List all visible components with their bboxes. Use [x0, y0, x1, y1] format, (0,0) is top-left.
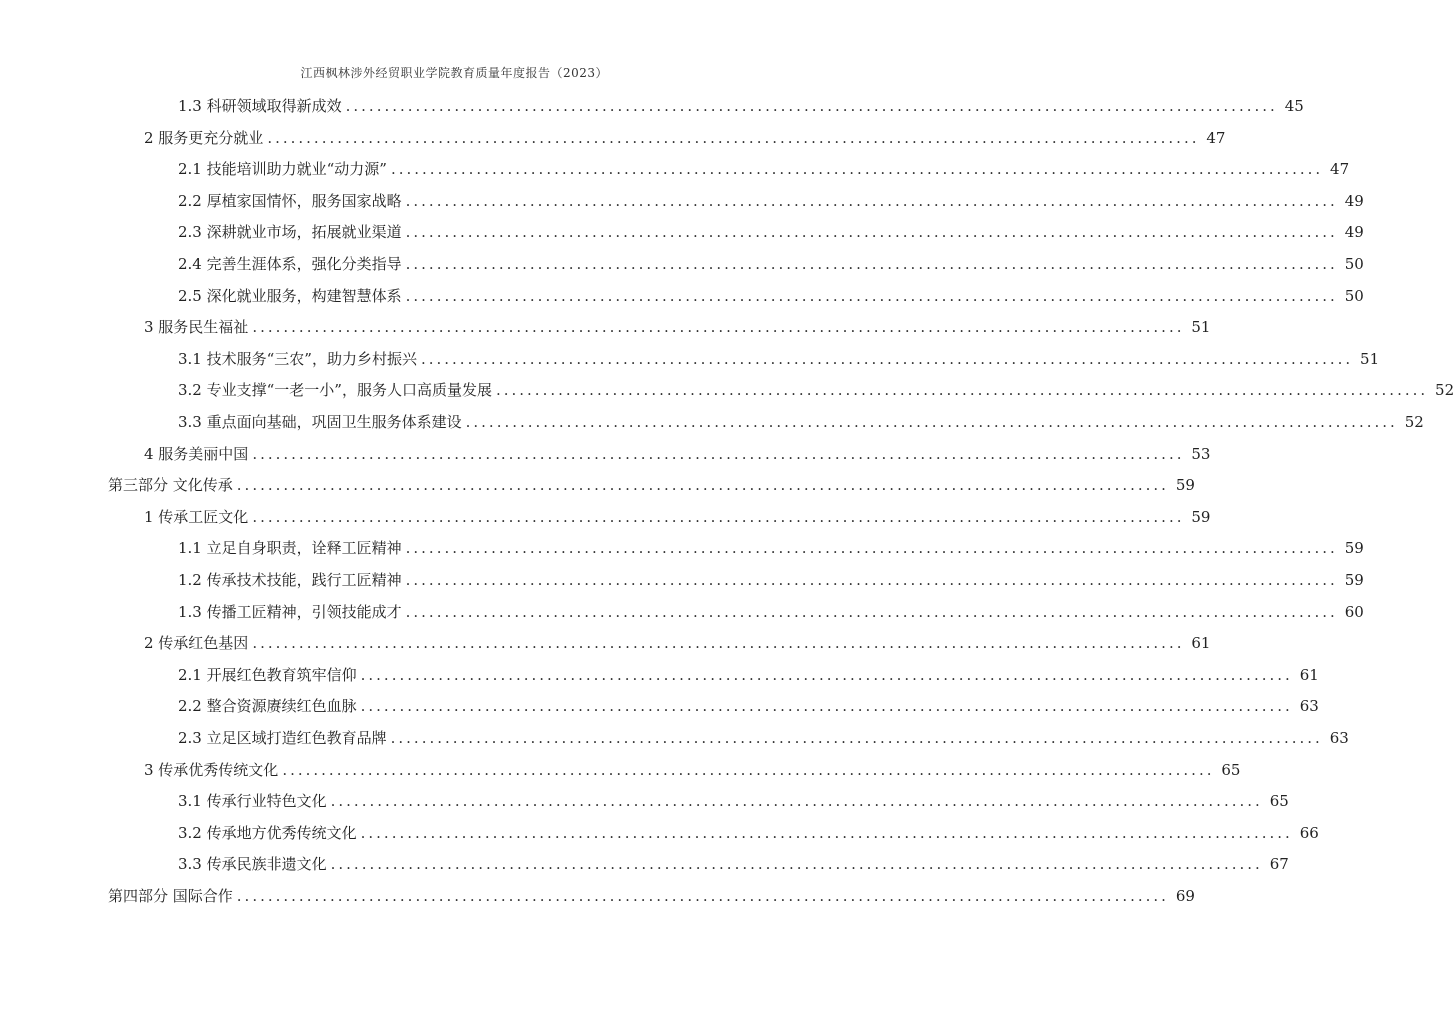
- toc-entry[interactable]: [178, 660, 1319, 690]
- toc-entry-title: 1 传承工匠文化: [144, 507, 249, 526]
- toc-entry-title: 3.1 传承行业特色文化: [178, 792, 327, 811]
- toc-entry[interactable]: [178, 849, 1289, 879]
- toc-entry-title: 1.1 立足自身职责，诠释工匠精神: [178, 539, 402, 558]
- toc-entry[interactable]: [178, 375, 1454, 405]
- toc-entry-page-number: 50: [1344, 286, 1364, 305]
- dot-leader: ........................................................................................................................: [360, 697, 1293, 716]
- dot-leader: ........................................................................................................................: [405, 571, 1338, 589]
- toc-entry[interactable]: [178, 154, 1350, 184]
- dot-leader: ........................................................................................................................: [330, 792, 1263, 811]
- toc-entry-title: 1.3 传播工匠精神，引领技能成才: [178, 602, 402, 621]
- toc-entry-title: 3 传承优秀传统文化: [144, 760, 279, 779]
- toc-entry[interactable]: [178, 281, 1364, 311]
- dot-leader: ........................................................................................................................: [465, 413, 1398, 431]
- toc-entry-title: 3.3 传承民族非遗文化: [178, 855, 327, 874]
- toc-entry-page-number: 61: [1299, 665, 1319, 684]
- dot-leader: ........................................................................................................................: [345, 97, 1278, 115]
- toc-entry-page-number: 69: [1175, 887, 1195, 905]
- toc-entry-title: 2.5 深化就业服务，构建智慧体系: [178, 286, 402, 305]
- toc-entry[interactable]: [144, 439, 1211, 469]
- toc-entry[interactable]: [178, 186, 1364, 216]
- toc-entry-page-number: 47: [1206, 128, 1226, 147]
- toc-entry[interactable]: [108, 470, 1195, 500]
- toc-entry-title: 1.3 科研领域取得新成效: [178, 97, 342, 115]
- toc-entry-page-number: 59: [1175, 476, 1195, 495]
- toc-entry-page-number: 50: [1344, 255, 1364, 273]
- toc-entry-page-number: 49: [1344, 191, 1364, 210]
- dot-leader: ........................................................................................................................: [252, 444, 1185, 463]
- toc-entry-title: 2.4 完善生涯体系，强化分类指导: [178, 255, 402, 273]
- toc-entry-page-number: 49: [1344, 223, 1364, 242]
- toc-entry-title: 第三部分 文化传承: [108, 476, 233, 495]
- dot-leader: ........................................................................................................................: [405, 602, 1338, 621]
- toc-entry-title: 3.2 专业支撑“一老一小”，服务人口高质量发展: [178, 381, 492, 400]
- dot-leader: ........................................................................................................................: [236, 887, 1169, 905]
- dot-leader: ........................................................................................................................: [405, 191, 1338, 210]
- toc-entry-title: 1.2 传承技术技能，践行工匠精神: [178, 571, 402, 589]
- dot-leader: ........................................................................................................................: [252, 634, 1185, 653]
- dot-leader: ........................................................................................................................: [390, 729, 1323, 747]
- toc-entry[interactable]: [178, 533, 1364, 563]
- toc-entry-page-number: 67: [1269, 855, 1289, 874]
- toc-entry[interactable]: [144, 502, 1211, 532]
- dot-leader: ........................................................................................................................: [252, 507, 1185, 526]
- toc-entry[interactable]: [144, 628, 1211, 658]
- toc-entry[interactable]: [108, 881, 1195, 911]
- toc-entry[interactable]: [178, 407, 1424, 437]
- toc-entry-page-number: 59: [1191, 507, 1211, 526]
- toc-entry-title: 3.2 传承地方优秀传统文化: [178, 823, 357, 842]
- dot-leader: ........................................................................................................................: [405, 539, 1338, 558]
- dot-leader: ........................................................................................................................: [236, 476, 1169, 495]
- toc-entry-title: 2.1 技能培训助力就业“动力源”: [178, 160, 387, 179]
- toc-entry-page-number: 66: [1299, 823, 1319, 842]
- toc-entry-page-number: 61: [1191, 634, 1211, 653]
- toc-entry-page-number: 63: [1329, 729, 1349, 747]
- dot-leader: ........................................................................................................................: [390, 160, 1324, 179]
- dot-leader: ........................................................................................................................: [267, 128, 1200, 147]
- toc-entry-title: 第四部分 国际合作: [108, 887, 233, 905]
- dot-leader: ........................................................................................................................: [495, 381, 1429, 400]
- dot-leader: ........................................................................................................................: [252, 318, 1185, 337]
- dot-leader: ........................................................................................................................: [420, 349, 1354, 368]
- toc-entry-title: 2.1 开展红色教育筑牢信仰: [178, 665, 357, 684]
- toc-entry-page-number: 51: [1191, 318, 1211, 337]
- toc-entry-title: 3.3 重点面向基础，巩固卫生服务体系建设: [178, 413, 462, 431]
- toc-entry-title: 2.2 厚植家国情怀，服务国家战略: [178, 191, 402, 210]
- toc-entry-page-number: 63: [1299, 697, 1319, 716]
- toc-entry-page-number: 53: [1191, 444, 1211, 463]
- toc-entry-title: 2.2 整合资源赓续红色血脉: [178, 697, 357, 716]
- toc-entry-title: 2 服务更充分就业: [144, 128, 264, 147]
- toc-entry[interactable]: [178, 597, 1364, 627]
- toc-entry-title: 3.1 技术服务“三农”，助力乡村振兴: [178, 349, 417, 368]
- toc-entry[interactable]: [178, 818, 1319, 848]
- toc-entry[interactable]: [178, 249, 1364, 279]
- toc-entry-page-number: 51: [1360, 349, 1380, 368]
- toc-entry-page-number: 65: [1269, 792, 1289, 811]
- toc-entry[interactable]: [144, 312, 1211, 342]
- dot-leader: ........................................................................................................................: [282, 760, 1215, 779]
- dot-leader: ........................................................................................................................: [405, 223, 1338, 242]
- toc-entry[interactable]: [178, 91, 1304, 121]
- toc-entry[interactable]: [178, 691, 1319, 721]
- toc-entry-page-number: 47: [1330, 160, 1350, 179]
- toc-entry[interactable]: [178, 217, 1364, 247]
- toc-entry-page-number: 45: [1284, 97, 1304, 115]
- dot-leader: ........................................................................................................................: [330, 855, 1263, 874]
- toc-entry-title: 2.3 立足区域打造红色教育品牌: [178, 729, 387, 747]
- dot-leader: ........................................................................................................................: [405, 286, 1338, 305]
- toc-entry-page-number: 59: [1344, 571, 1364, 589]
- toc-entry-page-number: 59: [1344, 539, 1364, 558]
- toc-entry-title: 2 传承红色基因: [144, 634, 249, 653]
- toc-entry-page-number: 52: [1404, 413, 1424, 431]
- toc-entry-page-number: 60: [1344, 602, 1364, 621]
- toc-entry[interactable]: [178, 786, 1289, 816]
- dot-leader: ........................................................................................................................: [360, 665, 1293, 684]
- toc-entry[interactable]: [144, 755, 1241, 785]
- running-header: 江西枫林涉外经贸职业学院教育质量年度报告（2023）: [300, 66, 608, 80]
- dot-leader: ........................................................................................................................: [360, 823, 1293, 842]
- toc-entry[interactable]: [144, 123, 1226, 153]
- toc-entry-title: 4 服务美丽中国: [144, 444, 249, 463]
- toc-entry-title: 2.3 深耕就业市场，拓展就业渠道: [178, 223, 402, 242]
- toc-entry[interactable]: [178, 344, 1380, 374]
- toc-entry-title: 3 服务民生福祉: [144, 318, 249, 337]
- toc-entry[interactable]: [178, 723, 1349, 753]
- toc-entry-page-number: 65: [1221, 760, 1241, 779]
- toc-entry[interactable]: [178, 565, 1364, 595]
- toc-entry-page-number: 52: [1435, 381, 1454, 400]
- dot-leader: ........................................................................................................................: [405, 255, 1338, 273]
